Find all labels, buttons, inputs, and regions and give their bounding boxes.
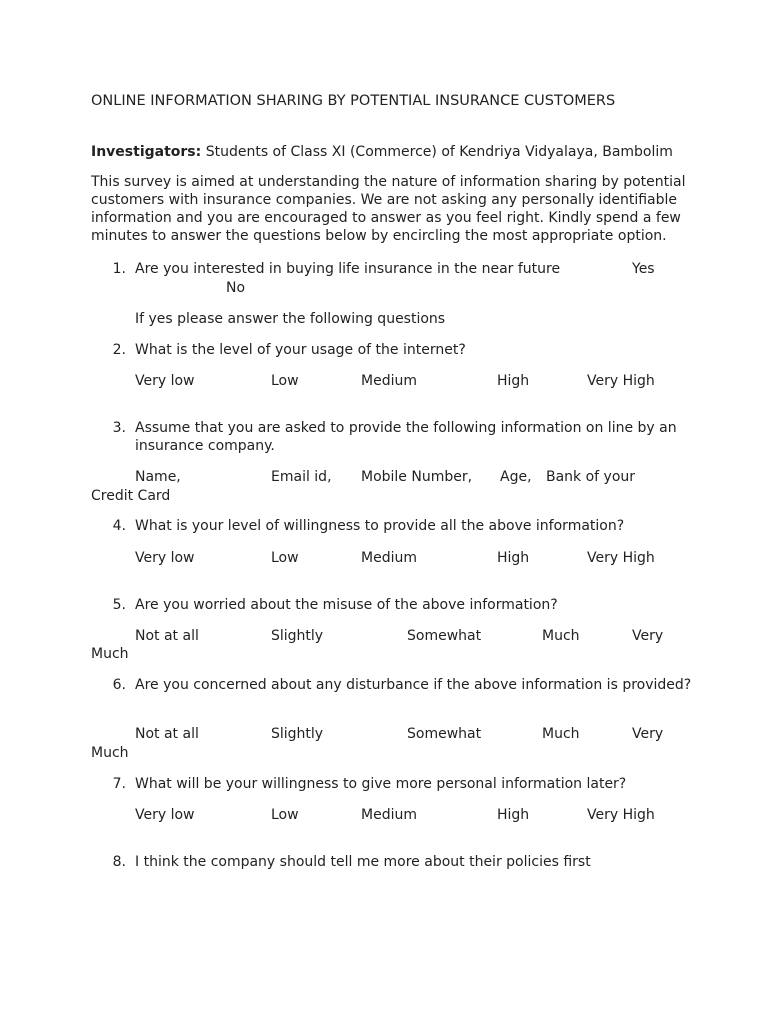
info-item-credit-card: Credit Card	[91, 488, 171, 504]
question-number: 6.	[112, 677, 126, 693]
question-number: 3.	[112, 420, 126, 436]
option-medium[interactable]: Medium	[361, 807, 417, 823]
document-title: ONLINE INFORMATION SHARING BY POTENTIAL INSURANCE CUSTOMERS	[91, 93, 616, 109]
question-text: What is your level of willingness to provide all the above information?	[135, 518, 625, 534]
investigators-label: Investigators:	[91, 144, 202, 160]
question-number: 4.	[112, 518, 126, 534]
option-yes[interactable]: Yes	[632, 261, 655, 277]
investigators-line	[91, 143, 673, 161]
info-item-name: Name,	[135, 469, 181, 485]
intro-paragraph: This survey is aimed at understanding the nature of information sharing by potential customers with insurance companies. We are not asking any personally identifiable information and you are encouraged to answer as you feel right. Kindly spend a few minutes to answer the questions below by encircling the most appropriate option.	[91, 174, 686, 244]
option-very-high[interactable]: Very High	[587, 373, 655, 389]
option-very-high[interactable]: Very High	[587, 550, 655, 566]
question-text: What will be your willingness to give more personal information later?	[135, 776, 627, 792]
option-very-high[interactable]: Very High	[587, 807, 655, 823]
option-not-at-all[interactable]: Not at all	[135, 628, 199, 644]
option-medium[interactable]: Medium	[361, 373, 417, 389]
info-item-age: Age,	[500, 469, 532, 485]
option-slightly[interactable]: Slightly	[271, 726, 324, 742]
option-low[interactable]: Low	[271, 550, 299, 566]
option-not-at-all[interactable]: Not at all	[135, 726, 199, 742]
investigators-text: Students of Class XI (Commerce) of Kendriya Vidyalaya, Bambolim	[205, 144, 673, 160]
option-very-much-wrap[interactable]: Much	[91, 646, 129, 662]
question-number: 1.	[112, 261, 126, 277]
question-text: Are you worried about the misuse of the above information?	[135, 597, 558, 613]
option-somewhat[interactable]: Somewhat	[407, 628, 482, 644]
option-slightly[interactable]: Slightly	[271, 628, 324, 644]
info-item-email: Email id,	[271, 469, 332, 485]
question-number: 5.	[112, 597, 126, 613]
followup-text: If yes please answer the following questions	[135, 311, 446, 327]
option-low[interactable]: Low	[271, 373, 299, 389]
option-medium[interactable]: Medium	[361, 550, 417, 566]
option-high[interactable]: High	[497, 550, 530, 566]
question-text: Are you interested in buying life insurance in the near future	[135, 261, 561, 277]
option-very-low[interactable]: Very low	[135, 373, 195, 389]
option-very-much[interactable]: Very	[632, 726, 664, 742]
option-low[interactable]: Low	[271, 807, 299, 823]
question-text: Are you concerned about any disturbance if the above information is provided?	[135, 677, 692, 693]
option-very-low[interactable]: Very low	[135, 550, 195, 566]
option-very-much[interactable]: Very	[632, 628, 664, 644]
option-very-much-wrap[interactable]: Much	[91, 745, 129, 761]
option-very-low[interactable]: Very low	[135, 807, 195, 823]
question-number: 8.	[112, 854, 126, 870]
question-text: What is the level of your usage of the internet?	[135, 342, 466, 358]
option-no[interactable]: No	[226, 280, 246, 296]
question-text: I think the company should tell me more about their policies first	[135, 854, 591, 870]
question-number: 7.	[112, 776, 126, 792]
option-somewhat[interactable]: Somewhat	[407, 726, 482, 742]
info-item-mobile: Mobile Number,	[361, 469, 473, 485]
option-much[interactable]: Much	[542, 726, 580, 742]
question-number: 2.	[112, 342, 126, 358]
question-text: Assume that you are asked to provide the following information on line by an insurance company.	[135, 420, 677, 454]
option-much[interactable]: Much	[542, 628, 580, 644]
option-high[interactable]: High	[497, 373, 530, 389]
info-item-bank: Bank of your	[546, 469, 636, 485]
option-high[interactable]: High	[497, 807, 530, 823]
